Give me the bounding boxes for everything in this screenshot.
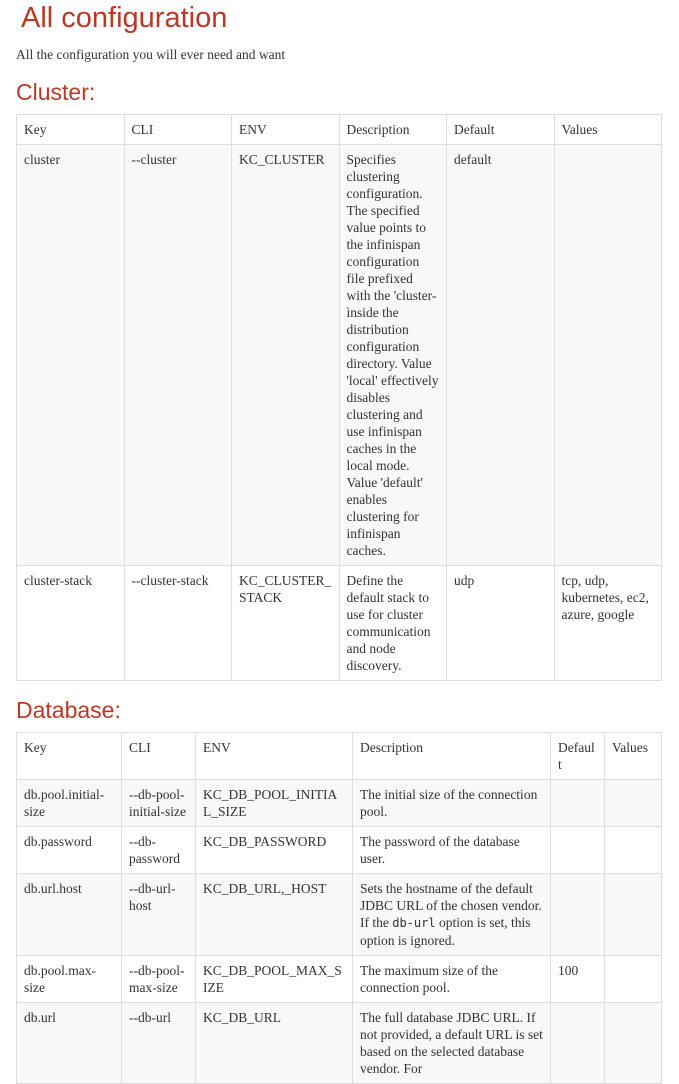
header-row bbox=[17, 733, 662, 780]
cell-env: KC_DB_PASSWORD bbox=[196, 827, 353, 874]
cell-values: tcp, udp, kubernetes, ec2, azure, google bbox=[554, 566, 662, 681]
table-row bbox=[17, 780, 662, 827]
cell-key: db.url.host bbox=[17, 874, 122, 956]
cell-values bbox=[605, 827, 662, 874]
table-body bbox=[17, 145, 662, 681]
cell-cli: --cluster bbox=[124, 145, 232, 566]
column-header: Key bbox=[17, 733, 122, 780]
cell-env: KC_CLUSTER bbox=[232, 145, 340, 566]
content-sections bbox=[16, 79, 661, 1084]
section-heading: Database: bbox=[16, 697, 121, 723]
cell-values bbox=[605, 956, 662, 1003]
cell-env: KC_DB_URL,_HOST bbox=[196, 874, 353, 956]
column-header: Key bbox=[17, 115, 125, 145]
cell-default bbox=[551, 874, 605, 956]
table-row bbox=[17, 874, 662, 956]
column-header: Values bbox=[605, 733, 662, 780]
cell-cli: --cluster-stack bbox=[124, 566, 232, 681]
table-body bbox=[17, 780, 662, 1084]
cell-description: The password of the database user. bbox=[353, 827, 551, 874]
page-subtitle: All the configuration you will ever need and want bbox=[16, 47, 286, 62]
cell-values bbox=[554, 145, 662, 566]
cell-env: KC_CLUSTER_STACK bbox=[232, 566, 340, 681]
cell-cli: --db-pool-max-size bbox=[122, 956, 196, 1003]
cell-key: db.pool.max-size bbox=[17, 956, 122, 1003]
section-heading: Cluster: bbox=[16, 79, 96, 105]
column-header: Description bbox=[353, 733, 551, 780]
cell-description: Define the default stack to use for cluster communication and node discovery. bbox=[339, 566, 447, 681]
table-row bbox=[17, 145, 662, 566]
column-header: ENV bbox=[232, 115, 340, 145]
cell-default bbox=[551, 827, 605, 874]
config-table bbox=[16, 114, 662, 681]
cell-values bbox=[605, 780, 662, 827]
cell-default bbox=[551, 780, 605, 827]
cell-description: The full database JDBC URL. If not provided, a default URL is set based on the selected database vendor. For bbox=[353, 1003, 551, 1084]
cell-values bbox=[605, 1003, 662, 1084]
cell-default: default bbox=[447, 145, 555, 566]
config-table bbox=[16, 732, 662, 1084]
cell-default: 100 bbox=[551, 956, 605, 1003]
cell-default: udp bbox=[447, 566, 555, 681]
cell-env: KC_DB_POOL_INITIAL_SIZE bbox=[196, 780, 353, 827]
cell-key: db.url bbox=[17, 1003, 122, 1084]
cell-cli: --db-url bbox=[122, 1003, 196, 1084]
table-row bbox=[17, 566, 662, 681]
cell-description: The maximum size of the connection pool. bbox=[353, 956, 551, 1003]
column-header: Default bbox=[551, 733, 605, 780]
config-section bbox=[16, 79, 661, 681]
column-header: Values bbox=[554, 115, 662, 145]
table-row bbox=[17, 827, 662, 874]
cell-description: Specifies clustering configuration. The specified value points to the infinispan configuration file prefixed with the 'cluster- ìnside the distribution configuration directory. Value 'local' effectively disables clustering and use infinispan caches in the local mode. Value 'default' enables clustering for infinispan caches. bbox=[339, 145, 447, 566]
cell-key: db.pool.initial-size bbox=[17, 780, 122, 827]
cell-cli: --db-url-host bbox=[122, 874, 196, 956]
cell-env: KC_DB_POOL_MAX_SIZE bbox=[196, 956, 353, 1003]
column-header: Description bbox=[339, 115, 447, 145]
cell-cli: --db-password bbox=[122, 827, 196, 874]
table-head bbox=[17, 115, 662, 145]
header-row bbox=[17, 115, 662, 145]
cell-description: The initial size of the connection pool. bbox=[353, 780, 551, 827]
inline-code: db-url bbox=[392, 916, 436, 930]
page-title: All configuration bbox=[21, 2, 228, 34]
cell-key: db.password bbox=[17, 827, 122, 874]
cell-env: KC_DB_URL bbox=[196, 1003, 353, 1084]
config-section bbox=[16, 697, 661, 1084]
cell-cli: --db-pool-initial-size bbox=[122, 780, 196, 827]
cell-values bbox=[605, 874, 662, 956]
cell-description: Sets the hostname of the default JDBC URL of the chosen vendor. If the db-url option is set, this option is ignored. bbox=[353, 874, 551, 956]
cell-key: cluster-stack bbox=[17, 566, 125, 681]
cell-default bbox=[551, 1003, 605, 1084]
column-header: CLI bbox=[124, 115, 232, 145]
table-head bbox=[17, 733, 662, 780]
column-header: Default bbox=[447, 115, 555, 145]
column-header: CLI bbox=[122, 733, 196, 780]
column-header: ENV bbox=[196, 733, 353, 780]
cell-key: cluster bbox=[17, 145, 125, 566]
table-row bbox=[17, 956, 662, 1003]
table-row bbox=[17, 1003, 662, 1084]
